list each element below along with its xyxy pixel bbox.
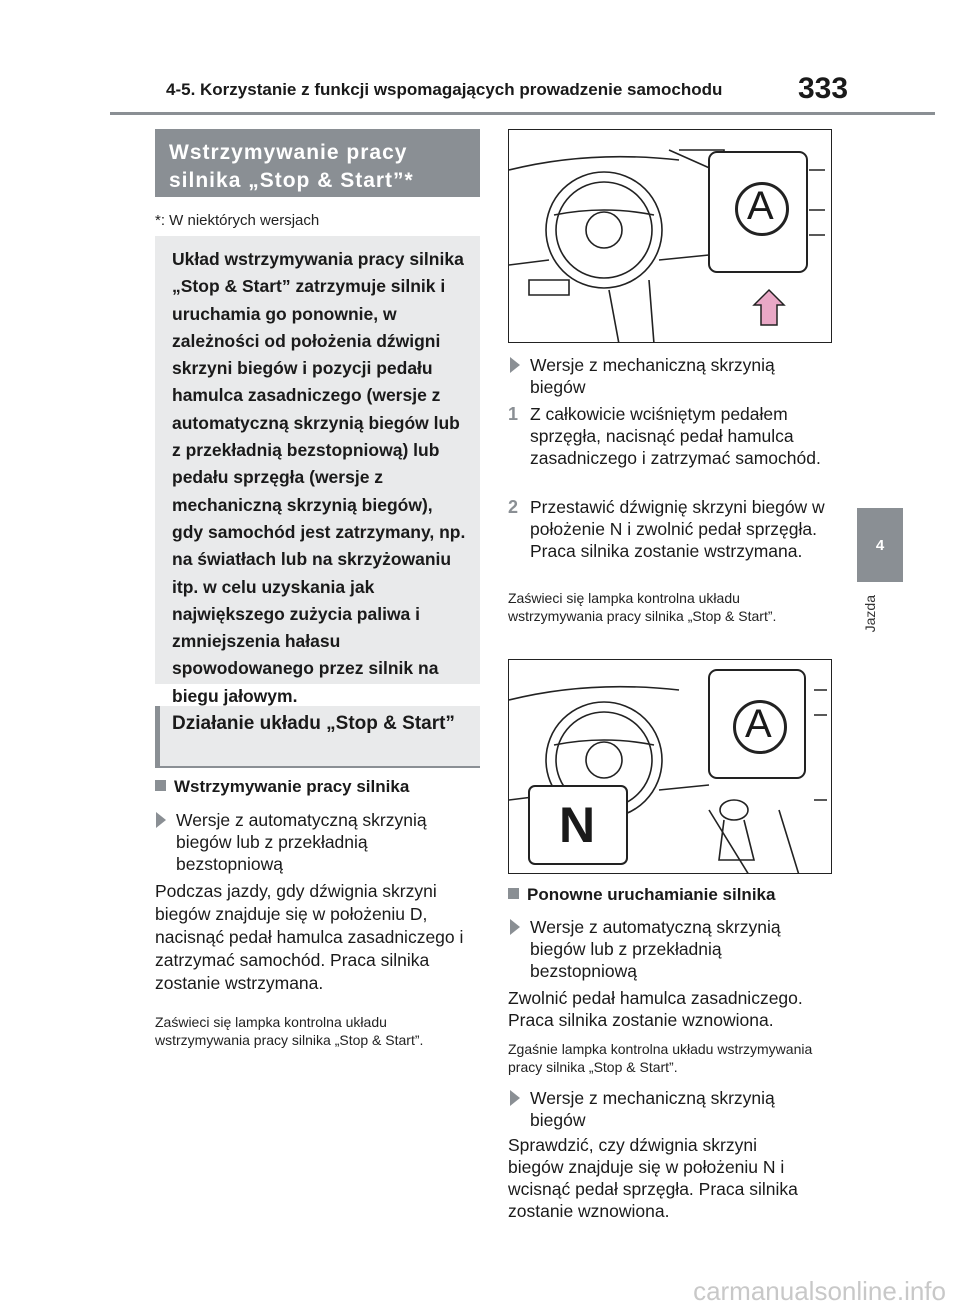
auto-variant xyxy=(176,809,476,875)
section-title: 4-5. Korzystanie z funkcji wspomagających prowadzenie samochodu xyxy=(166,80,723,99)
restart-heading xyxy=(508,884,775,906)
chapter-tab[interactable]: 4 xyxy=(857,508,903,582)
restart-auto-note: Zgaśnie lampka kontrolna układu wstrzymywania pracy silnika „Stop & Start”. xyxy=(508,1041,813,1075)
dashboard-illustration xyxy=(509,130,832,343)
restart-auto-text: Zwolnić pedał hamulca zasadniczego. Praca silnika zostanie wznowiona. xyxy=(508,988,803,1030)
restart-manual-text: Sprawdzić, czy dźwignia skrzyni biegów znajduje się w położeniu N i wcisnąć pedał sprzęgła. Praca silnika zostanie wznowiona. xyxy=(508,1135,798,1221)
title-box: Wstrzymywanie pracy silnika „Stop & Start”* xyxy=(155,129,480,197)
step-1-number: 1 xyxy=(508,404,519,424)
square-bullet-icon xyxy=(508,888,519,899)
header-divider xyxy=(110,112,935,115)
watermark: carmanualsonline.info xyxy=(693,1276,946,1306)
auto-variant-text: Wersje z automatyczną skrzynią biegów lub z przekładnią bezstopniową xyxy=(176,810,427,874)
chapter-label: Jazda xyxy=(862,595,878,633)
stop-heading-text: Wstrzymywanie pracy silnika xyxy=(174,777,410,796)
step-1 xyxy=(508,403,835,469)
info-box: Układ wstrzymywania pracy silnika „Stop & Start” zatrzymuje silnik i uruchamia go ponownie, w zależności od położenia dźwigni skrzyni biegów i pozycji pedału hamulca zasadniczego (wersje z automatyczną skrzynią biegów lub z przekładnią bezstopniową) lub pedału sprzęgła (wersje z mechaniczną skrzynią biegów), gdy samochód jest zatrzymany, np. na światłach lub na skrzyżowaniu itp. w celu uzyskania jak największego zużycia paliwa i zmniejszenia hałasu spowodowanego przez silnik na biegu jałowym. xyxy=(155,236,480,684)
restart-auto-variant-text: Wersje z automatyczną skrzynią biegów lub z przekładnią bezstopniową xyxy=(530,917,781,981)
figure-dashboard-gear xyxy=(508,659,832,874)
triangle-bullet-icon xyxy=(510,357,520,373)
step-2 xyxy=(508,496,835,562)
figure-dashboard-indicator xyxy=(508,129,832,343)
restart-manual-variant-text: Wersje z mechaniczną skrzynią biegów xyxy=(530,1088,775,1130)
restart-heading-text: Ponowne uruchamianie silnika xyxy=(527,885,776,904)
auto-text: Podczas jazdy, gdy dźwignia skrzyni biegów znajduje się w położeniu D, nacisnąć pedał hamulca zasadniczego i zatrzymać samochód. Praca silnika zostanie wstrzymana. xyxy=(155,881,464,993)
indicator-letter: A xyxy=(745,702,772,746)
manual-variant xyxy=(530,354,830,398)
stop-heading xyxy=(155,776,409,798)
step-1-text: Z całkowicie wciśniętym pedałem sprzęgła, nacisnąć pedał hamulca zasadniczego i zatrzymać samochód. xyxy=(530,404,821,468)
step-2-number: 2 xyxy=(508,497,519,517)
triangle-bullet-icon xyxy=(510,1090,520,1106)
manual-variant-text: Wersje z mechaniczną skrzynią biegów xyxy=(530,355,775,397)
triangle-bullet-icon xyxy=(156,812,166,828)
dashboard-gear-illustration xyxy=(509,660,832,874)
indicator-letter: A xyxy=(747,184,774,228)
step-2-text: Przestawić dźwignię skrzyni biegów w położenie N i zwolnić pedał sprzęgła. Praca silnika zostanie wstrzymana. xyxy=(530,497,825,561)
manual-note: Zaświeci się lampka kontrolna układu wstrzymywania pracy silnika „Stop & Start”. xyxy=(508,590,777,624)
auto-note: Zaświeci się lampka kontrolna układu wstrzymywania pracy silnika „Stop & Start”. xyxy=(155,1014,424,1048)
footnote: *: W niektórych wersjach xyxy=(155,212,320,229)
page-number: 333 xyxy=(798,72,849,105)
section-box: Działanie układu „Stop & Start” xyxy=(155,706,480,768)
triangle-bullet-icon xyxy=(510,919,520,935)
square-bullet-icon xyxy=(155,780,166,791)
restart-manual-variant xyxy=(530,1087,830,1131)
gear-letter: N xyxy=(559,797,596,853)
restart-auto-variant xyxy=(530,916,830,982)
